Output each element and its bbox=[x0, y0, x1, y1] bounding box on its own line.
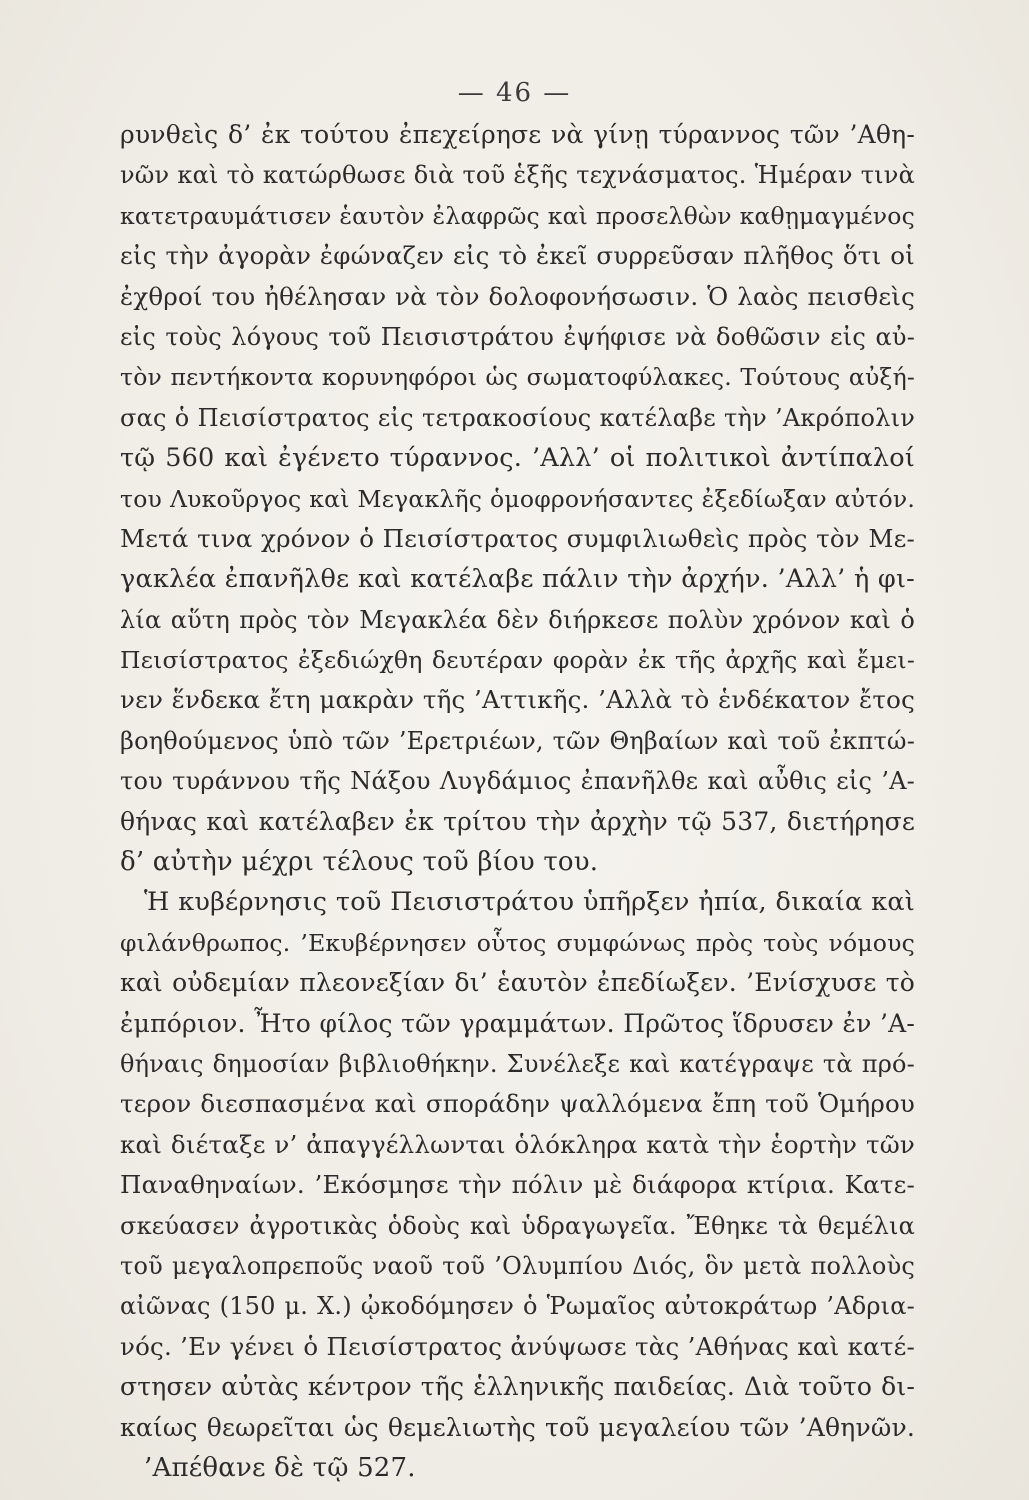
text-line: ρυνθεὶς δ’ ἐκ τούτου ἐπεχείρησε νὰ γίνῃ τύραννος τῶν ’Αθη- bbox=[120, 120, 915, 149]
text-line: ἐμπόριον. Ἦτο φίλος τῶν γραμμάτων. Πρῶτος ἵδρυσεν ἐν ’Α- bbox=[120, 1008, 915, 1038]
text-line: τερον διεσπασμένα καὶ σποράδην ψαλλόμενα ἔπη τοῦ Ὁμήρου bbox=[120, 1089, 915, 1119]
text-line: φιλάνθρωπος. ’Εκυβέρνησεν οὗτος συμφώνως πρὸς τοὺς νόμους bbox=[120, 928, 915, 957]
text-line: Μετά τινα χρόνον ὁ Πεισίστρατος συμφιλιωθεὶς πρὸς τὸν Με- bbox=[120, 523, 915, 553]
text-line: λία αὕτη πρὸς τὸν Μεγακλέα δὲν διήρκεσε πολὺν χρόνον καὶ ὁ bbox=[120, 605, 915, 634]
text-line: τοῦ μεγαλοπρεποῦς ναοῦ τοῦ ’Ολυμπίου Διός, ὃν μετὰ πολλοὺς bbox=[120, 1251, 915, 1280]
text-line: ἐχθροί του ἠθέλησαν νὰ τὸν δολοφονήσωσιν. Ὁ λαὸς πεισθεὶς bbox=[120, 281, 915, 311]
text-line: τῷ 560 καὶ ἐγένετο τύραννος. ’Αλλ’ οἱ πολιτικοὶ ἀντίπαλοί bbox=[120, 443, 915, 474]
text-line: Πεισίστρατος ἐξεδιώχθη δευτέραν φορὰν ἐκ τῆς ἀρχῆς καὶ ἔμει- bbox=[120, 646, 915, 675]
text-line: γακλέα ἐπανῆλθε καὶ κατέλαβε πάλιν τὴν ἀρχήν. ’Αλλ’ ἡ φι- bbox=[120, 564, 915, 595]
text-line: θήναις δημοσίαν βιβλιοθήκην. Συνέλεξε καὶ κατέγραψε τὰ πρό- bbox=[120, 1049, 915, 1078]
text-line: καὶ οὐδεμίαν πλεονεξίαν δι’ ἑαυτὸν ἐπεδίωξεν. ’Ενίσχυσε τὸ bbox=[120, 968, 915, 998]
text-line: Παναθηναίων. ’Εκόσμησε τὴν πόλιν μὲ διάφορα κτίρια. Κατε- bbox=[120, 1170, 915, 1200]
paragraph-start-line: Ἡ κυβέρνησις τοῦ Πεισιστράτου ὑπῆρξεν ἠπία, δικαία καὶ bbox=[144, 887, 915, 918]
paragraph-end-line: δ’ αὐτὴν μέχρι τέλους τοῦ βίου του. bbox=[120, 847, 599, 878]
text-line: του Λυκοῦργος καὶ Μεγακλῆς ὁμοφρονήσαντες ἐξεδίωξαν αὐτόν. bbox=[120, 484, 915, 513]
text-line: σας ὁ Πεισίστρατος εἰς τετρακοσίους κατέλαβε τὴν ’Ακρόπολιν bbox=[120, 403, 915, 432]
text-line: νῶν καὶ τὸ κατώρθωσε διὰ τοῦ ἑξῆς τεχνάσματος. Ἡμέραν τινὰ bbox=[120, 161, 915, 190]
text-line: τὸν πεντήκοντα κορυνηφόροι ὡς σωματοφύλακες. Τούτους αὐξή- bbox=[120, 363, 915, 392]
body-text bbox=[120, 115, 915, 1488]
paragraph-end-line: ’Απέθανε δὲ τῷ 527. bbox=[144, 1452, 416, 1483]
text-line: νός. ’Εν γένει ὁ Πεισίστρατος ἀνύψωσε τὰς ’Αθήνας καὶ κατέ- bbox=[120, 1331, 915, 1361]
page-number: — 46 — bbox=[457, 78, 572, 108]
text-line: καίως θεωρεῖται ὡς θεμελιωτὴς τοῦ μεγαλείου τῶν ’Αθηνῶν. bbox=[120, 1412, 915, 1442]
text-line: κατετραυμάτισεν ἑαυτὸν ἐλαφρῶς καὶ προσελθὼν καθῃμαγμένος bbox=[120, 201, 915, 230]
text-line: βοηθούμενος ὑπὸ τῶν ’Ερετριέων, τῶν Θηβαίων καὶ τοῦ ἐκπτώ- bbox=[120, 726, 915, 755]
text-line: στησεν αὐτὰς κέντρον τῆς ἑλληνικῆς παιδείας. Διὰ τοῦτο δι- bbox=[120, 1372, 915, 1402]
text-line: εἰς τὴν ἀγορὰν ἐφώναζεν εἰς τὸ ἐκεῖ συρρεῦσαν πλῆθος ὅτι οἱ bbox=[120, 241, 915, 271]
text-line: του τυράννου τῆς Νάξου Λυγδάμιος ἐπανῆλθε καὶ αὖθις εἰς ’Α- bbox=[120, 767, 915, 796]
text-line: θήνας καὶ κατέλαβεν ἐκ τρίτου τὴν ἀρχὴν τῷ 537, διετήρησε bbox=[120, 806, 915, 836]
text-line: εἰς τοὺς λόγους τοῦ Πεισιστράτου ἐψήφισε νὰ δοθῶσιν εἰς αὐ- bbox=[120, 322, 915, 351]
text-line: αἰῶνας (150 μ. Χ.) ᾠκοδόμησεν ὁ Ῥωμαῖος αὐτοκράτωρ ’Αδρια- bbox=[120, 1292, 915, 1321]
text-line: καὶ διέταξε ν’ ἀπαγγέλλωνται ὁλόκληρα κατὰ τὴν ἑορτὴν τῶν bbox=[120, 1129, 915, 1159]
text-line: νεν ἕνδεκα ἔτη μακρὰν τῆς ’Αττικῆς. ’Αλλὰ τὸ ἑνδέκατον ἔτος bbox=[120, 685, 915, 715]
text-line: σκεύασεν ἀγροτικὰς ὁδοὺς καὶ ὑδραγωγεῖα. Ἔθηκε τὰ θεμέλια bbox=[120, 1211, 915, 1240]
